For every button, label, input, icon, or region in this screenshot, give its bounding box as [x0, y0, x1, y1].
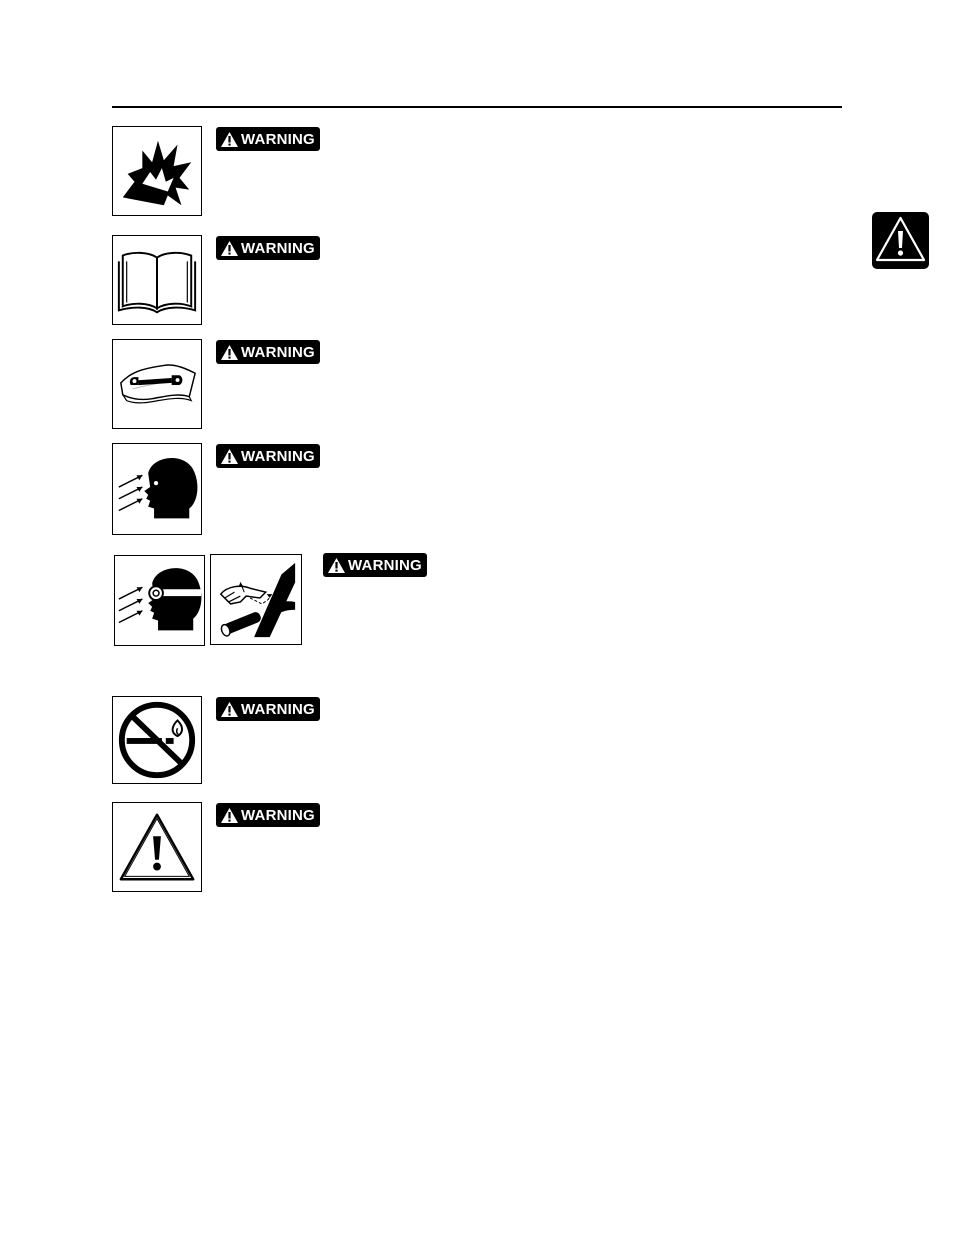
- warning-badge: [216, 444, 320, 468]
- eye-exposure-icon: [112, 443, 202, 535]
- explosion-icon: [112, 126, 202, 216]
- warning-triangle-icon: [220, 807, 239, 824]
- warning-label: WARNING: [241, 700, 315, 718]
- warning-label: WARNING: [241, 343, 315, 361]
- warning-label: WARNING: [241, 447, 315, 465]
- no-smoking-icon: [112, 696, 202, 784]
- eye-protection-icon: [114, 555, 205, 646]
- warning-triangle-icon: [327, 557, 346, 574]
- warning-badge: [216, 803, 320, 827]
- warning-label: WARNING: [241, 130, 315, 148]
- service-manual-icon: [112, 339, 202, 429]
- warning-label: WARNING: [241, 806, 315, 824]
- warning-badge: [323, 553, 427, 577]
- general-alert-icon: [112, 802, 202, 892]
- warning-triangle-icon: [220, 344, 239, 361]
- warning-badge: [216, 697, 320, 721]
- warning-badge: [216, 236, 320, 260]
- warning-triangle-icon: [220, 131, 239, 148]
- warning-badge: [216, 340, 320, 364]
- warning-triangle-icon: [220, 701, 239, 718]
- safety-alert-tab-icon: [872, 212, 929, 269]
- warning-label: WARNING: [241, 239, 315, 257]
- warning-badge: [216, 127, 320, 151]
- warning-label: WARNING: [348, 556, 422, 574]
- hydraulic-injection-icon: [210, 554, 302, 645]
- header-rule: [112, 106, 842, 108]
- warning-triangle-icon: [220, 448, 239, 465]
- warning-triangle-icon: [220, 240, 239, 257]
- operator-manual-icon: [112, 235, 202, 325]
